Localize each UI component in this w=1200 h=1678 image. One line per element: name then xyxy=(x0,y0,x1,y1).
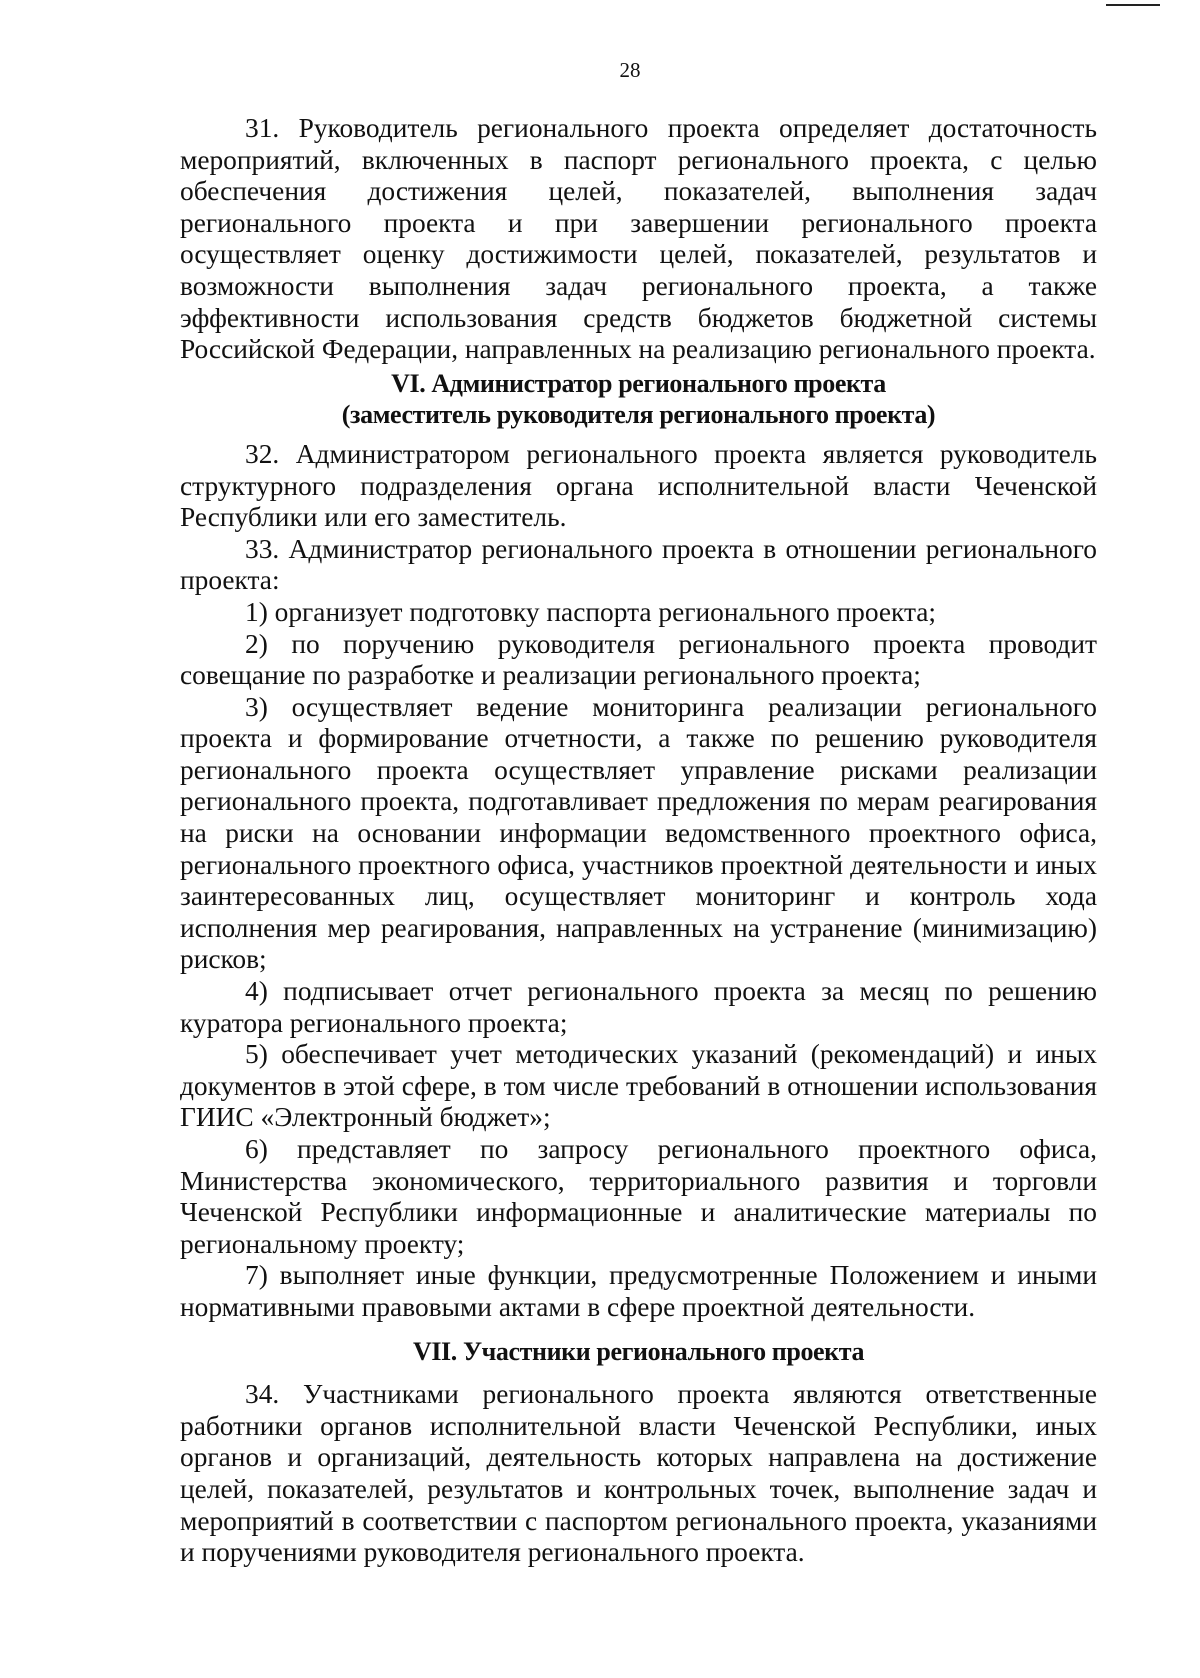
page-number: 28 xyxy=(619,58,641,82)
corner-mark xyxy=(1106,4,1160,6)
section-7-title: VII. Участники регионального проекта xyxy=(412,1336,865,1366)
paragraph-33-item-2: 2) по поручению руководителя регионального проекта проводит совещание по разработке и реализации регионального проекта; xyxy=(180,628,1097,691)
paragraph-33-item-1: 1) организует подготовку паспорта регионального проекта; xyxy=(245,596,937,627)
paragraph-33-item-6: 6) представляет по запросу регионального проектного офиса, Министерства экономического, территориального развития и торговли Чеченской Республики информационные и аналитические материалы по региональному проекту; xyxy=(180,1134,1097,1259)
paragraph-33-item-4: 4) подписывает отчет регионального проекта за месяц по решению куратора регионального проекта; xyxy=(180,976,1097,1038)
paragraph-33: 33. Администратор регионального проекта в отношении регионального проекта: xyxy=(180,533,1097,596)
document-body xyxy=(180,113,1097,1569)
section-6-title-line-2: (заместитель руководителя регионального проекта) xyxy=(341,400,936,430)
paragraph-33-item-7: 7) выполняет иные функции, предусмотренные Положением и иными нормативными правовыми актами в сфере проектной деятельности. xyxy=(180,1260,1097,1322)
paragraph-34: 34. Участниками регионального проекта являются ответственные работники органов исполнительной власти Чеченской Республики, иных органов и организаций, деятельность которых направлена на достижение целей, показателей, результатов и контрольных точек, выполнение задач и мероприятий в соответствии с паспортом регионального проекта, указаниями и поручениями руководителя регионального проекта. xyxy=(180,1379,1097,1568)
paragraph-33-item-5: 5) обеспечивает учет методических указаний (рекомендаций) и иных документов в этой сфере, в том числе требований в отношении использования ГИИС «Электронный бюджет»; xyxy=(180,1039,1097,1133)
paragraph-31: 31. Руководитель регионального проекта определяет достаточность мероприятий, включенных в паспорт регионального проекта, с целью обеспечения достижения целей, показателей, выполнения задач регионального проекта и при завершении регионального проекта осуществляет оценку достижимости целей, показателей, результатов и возможности выполнения задач регионального проекта, а также эффективности использования средств бюджетов бюджетной системы Российской Федерации, направленных на реализацию регионального проекта. xyxy=(180,113,1097,365)
paragraph-32: 32. Администратором регионального проекта является руководитель структурного подразделения органа исполнительной власти Чеченской Республики или его заместитель. xyxy=(180,438,1097,533)
paragraph-33-item-3: 3) осуществляет ведение мониторинга реализации регионального проекта и формирование отчетности, а также по решению руководителя регионального проекта осуществляет управление рисками реализации регионального проекта, подготавливает предложения по мерам реагирования на риски на основании информации ведомственного проектного офиса, регионального проектного офиса, участников проектной деятельности и иных заинтересованных лиц, осуществляет мониторинг и контроль хода исполнения мер реагирования, направленных на устранение (минимизацию) рисков; xyxy=(180,691,1097,975)
section-6-title-line-1: VI. Администратор регионального проекта xyxy=(391,368,886,398)
